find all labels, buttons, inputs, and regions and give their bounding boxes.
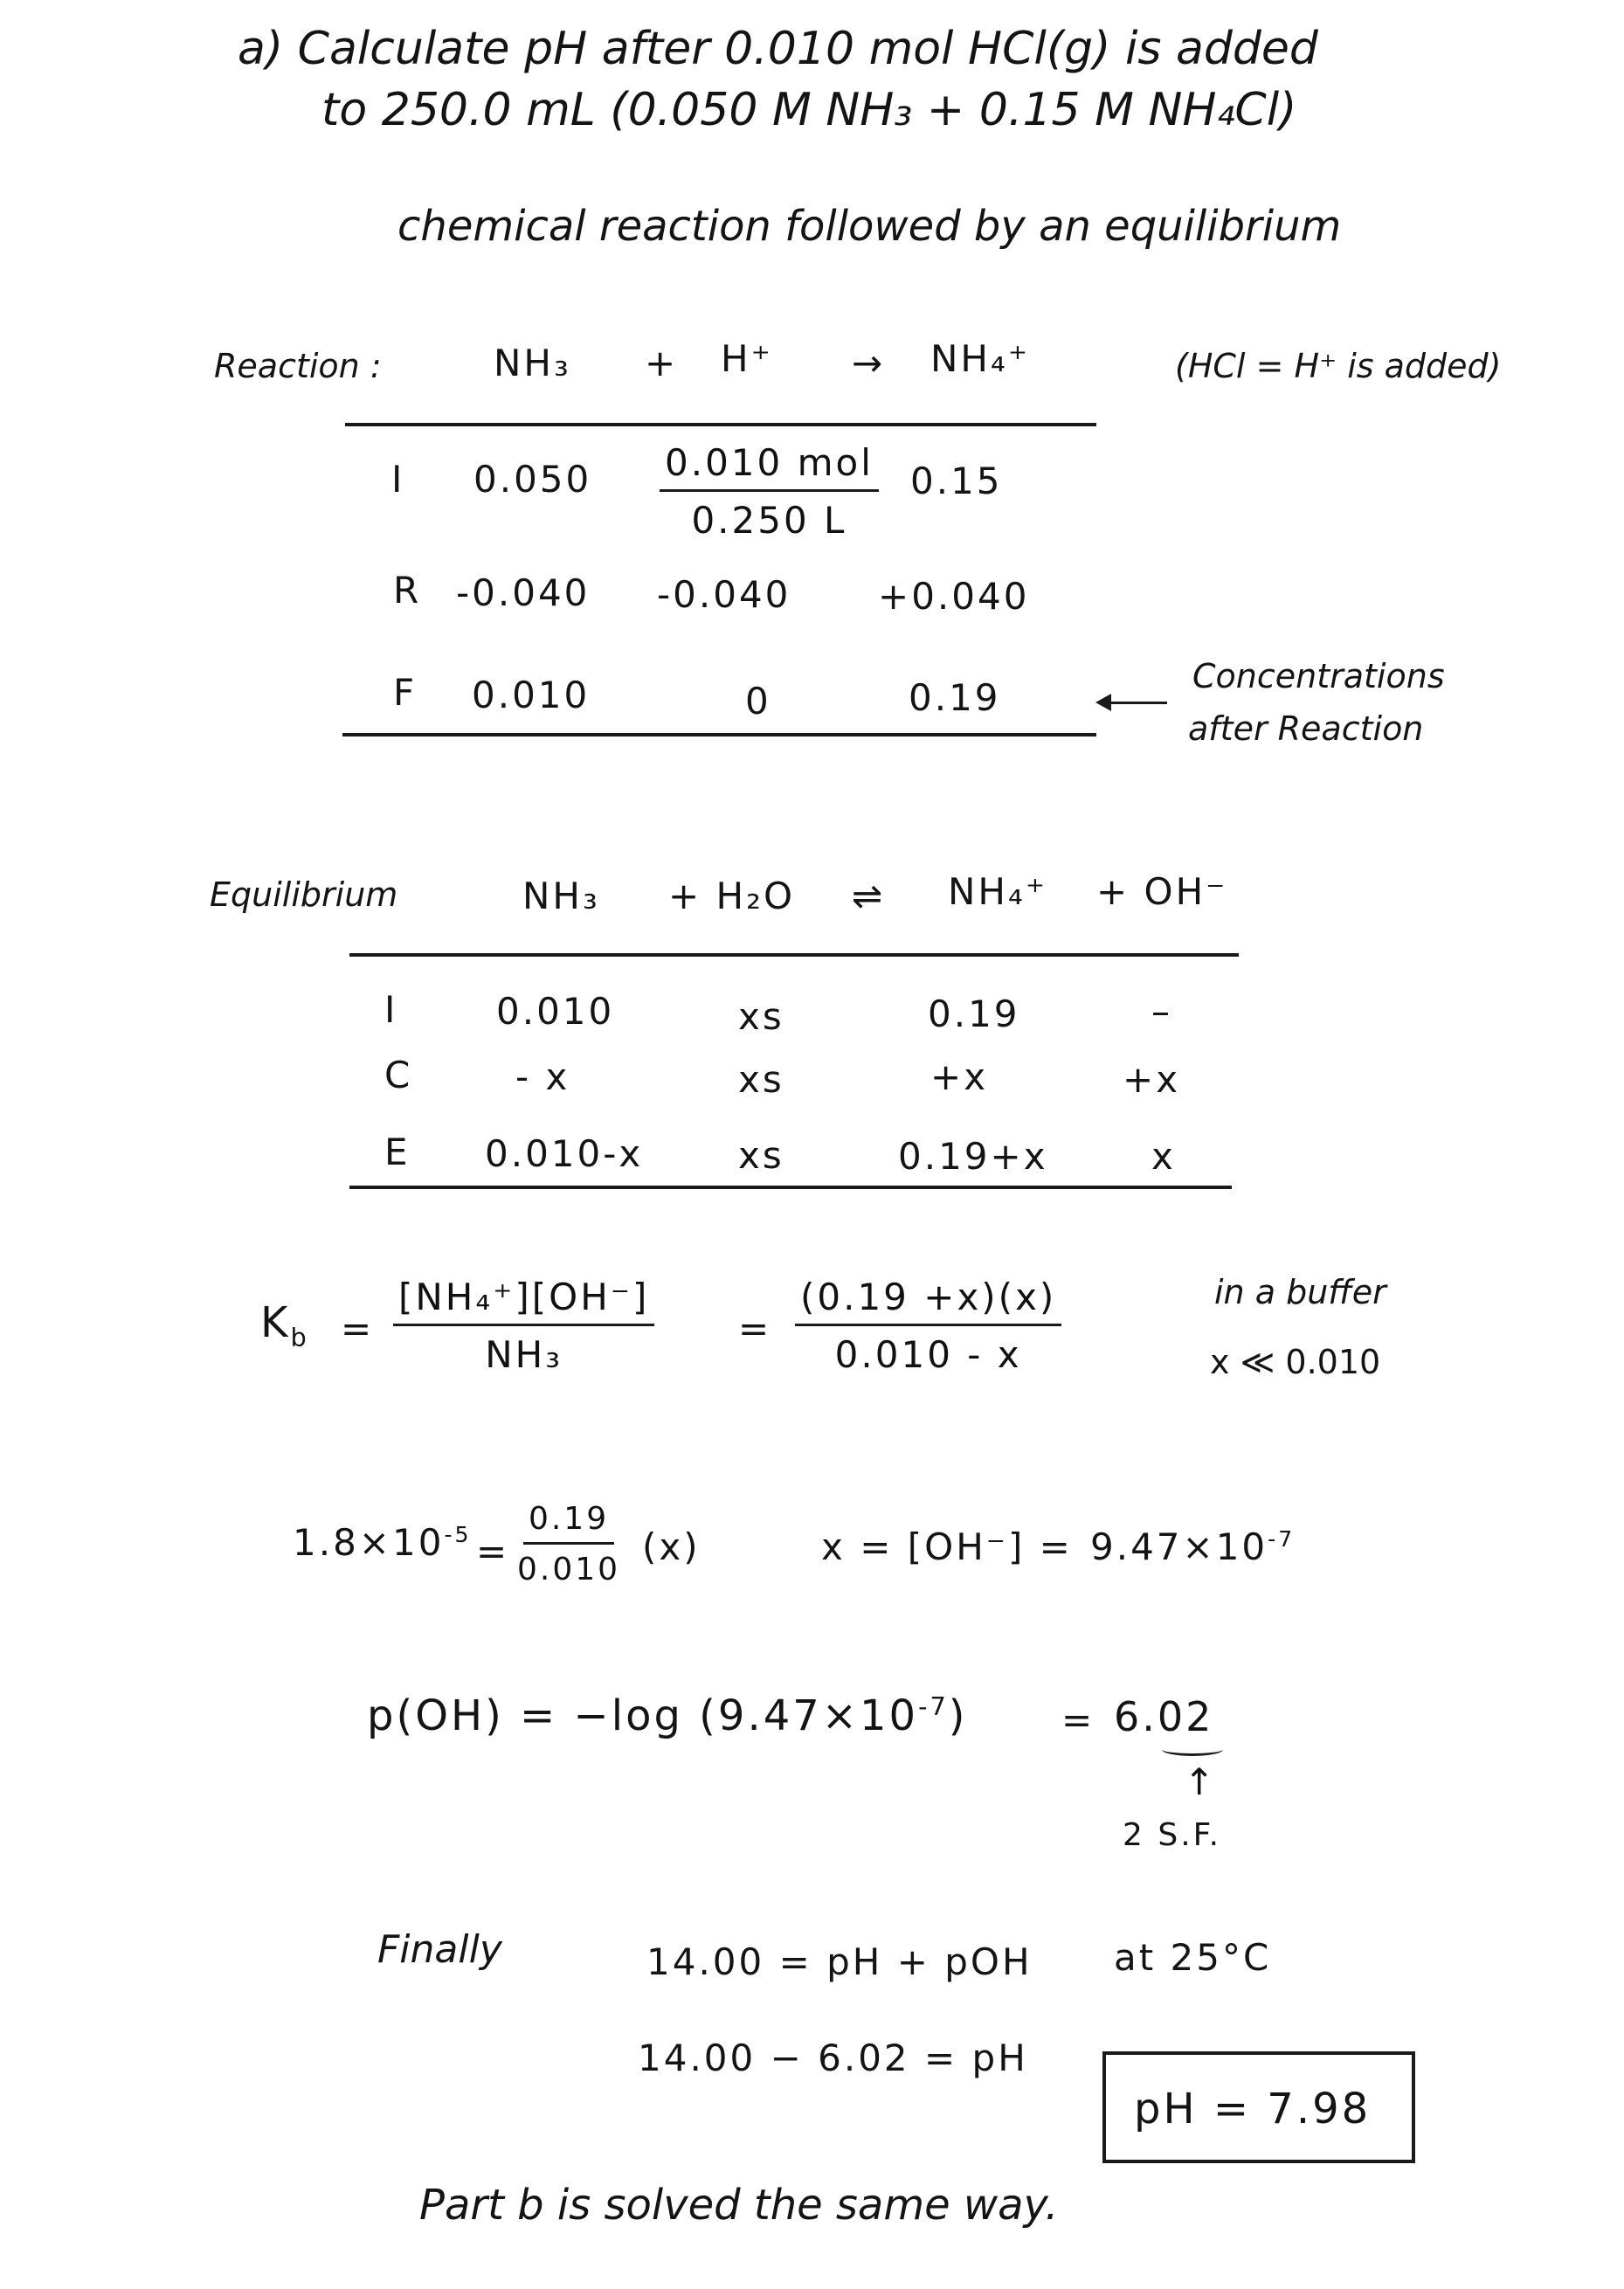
equilibrium-row-e-label: E <box>384 1131 411 1173</box>
equilibrium-species-nh4: NH₄⁺ <box>948 870 1048 913</box>
kb-equals-2: = <box>738 1307 772 1350</box>
equilibrium-arrow-icon: ⇌ <box>852 875 886 917</box>
reaction-row-f-h: 0 <box>745 680 771 723</box>
buffer-note-line-1: in a buffer <box>1214 1273 1386 1311</box>
kb-value: $1.8\times 10^{-5}$ <box>293 1521 472 1564</box>
fraction-numerator: (0.19 +x)(x) <box>795 1276 1061 1326</box>
oh-concentration-value: $9.47\times 10^{-7}$ <box>1090 1525 1296 1568</box>
problem-line-2: to 250.0 mL (0.050 M NH₃ + 0.15 M NH₄Cl) <box>321 84 1297 136</box>
poh-equals: = <box>1061 1698 1095 1741</box>
kb-fraction-2 <box>795 1276 1061 1376</box>
equilibrium-species-h2o: + H₂O <box>668 875 796 917</box>
buffer-note-line-2: x ≪ 0.010 <box>1210 1343 1381 1381</box>
equilibrium-table-bottom-rule <box>349 1186 1232 1189</box>
fraction-numerator: [NH₄⁺][OH⁻] <box>393 1276 654 1326</box>
answer-box <box>1102 2051 1415 2163</box>
equilibrium-row-i-oh: – <box>1151 990 1172 1033</box>
reaction-row-r-h: -0.040 <box>657 573 791 616</box>
reaction-row-i-nh3: 0.050 <box>473 458 592 501</box>
equilibrium-row-c-oh: +x <box>1123 1058 1181 1101</box>
subtitle: chemical reaction followed by an equilibrium <box>397 202 1342 251</box>
fraction-numerator: 0.010 mol <box>660 441 879 492</box>
annotation-line-2: after Reaction <box>1188 709 1424 748</box>
equilibrium-row-c-nh4: +x <box>930 1055 989 1098</box>
sig-fig-note: 2 S.F. <box>1123 1817 1222 1853</box>
equilibrium-row-c-label: C <box>384 1054 413 1096</box>
kb-solve-equals: = <box>476 1530 510 1573</box>
fraction-denominator: 0.010 <box>517 1552 621 1587</box>
poh-expression: p(OH) = −log $(9.47\times 10^{-7})$ <box>367 1691 968 1740</box>
reaction-species-nh3: NH₃ <box>494 342 571 384</box>
equilibrium-label: Equilibrium <box>210 875 398 914</box>
reaction-row-f-nh4: 0.19 <box>909 676 1001 719</box>
kb-fraction-1 <box>393 1276 654 1376</box>
temperature-note: at 25°C <box>1114 1936 1272 1979</box>
reaction-note: (HCl = H⁺ is added) <box>1175 347 1502 385</box>
reaction-row-r-nh3: -0.040 <box>456 571 591 614</box>
fraction-denominator: NH₃ <box>485 1333 563 1376</box>
annotation-line-1: Concentrations <box>1192 657 1445 695</box>
footer-note: Part b is solved the same way. <box>419 2181 1059 2230</box>
fraction-denominator: 0.010 - x <box>834 1333 1022 1376</box>
reaction-row-f-label: F <box>393 671 418 714</box>
reaction-table-top-rule <box>345 423 1096 426</box>
fraction-numerator: 0.19 <box>523 1501 614 1545</box>
equilibrium-row-c-h2o: xs <box>738 1058 784 1101</box>
fraction-denominator: 0.250 L <box>691 499 847 542</box>
equilibrium-row-e-oh: x <box>1151 1135 1176 1178</box>
equilibrium-row-i-nh4: 0.19 <box>928 992 1020 1035</box>
kb-solve-factor: (x) <box>642 1525 701 1568</box>
kb-solve-fraction <box>517 1501 620 1587</box>
reaction-species-plus: + <box>645 342 679 384</box>
reaction-arrow-icon: → <box>852 342 886 384</box>
reaction-row-f-nh3: 0.010 <box>472 674 591 716</box>
reaction-species-nh4: NH₄⁺ <box>930 337 1031 380</box>
reaction-row-r-nh4: +0.040 <box>878 575 1030 618</box>
kb-symbol: $K_b$ <box>260 1298 309 1352</box>
equilibrium-row-i-label: I <box>384 988 398 1031</box>
equilibrium-species-nh3: NH₃ <box>522 875 600 917</box>
up-arrow-icon: ↑ <box>1184 1760 1215 1803</box>
kb-equals-1: = <box>341 1307 375 1350</box>
reaction-species-h: H⁺ <box>721 337 773 380</box>
reaction-row-i-nh4: 0.15 <box>910 460 1003 502</box>
finally-label: Finally <box>377 1927 502 1972</box>
equilibrium-row-e-nh4: 0.19+x <box>898 1135 1048 1178</box>
problem-line-1: a) Calculate pH after 0.010 mol HCl(g) is added <box>238 23 1318 75</box>
sig-fig-brace <box>1162 1743 1223 1756</box>
reaction-label: Reaction : <box>214 347 382 385</box>
answer-text: pH = 7.98 <box>1134 2085 1372 2133</box>
ph-poh-relation: 14.00 = pH + pOH <box>646 1940 1033 1983</box>
poh-value: 6.02 <box>1114 1693 1214 1740</box>
equilibrium-row-i-nh3: 0.010 <box>496 990 615 1033</box>
equilibrium-row-i-h2o: xs <box>738 995 784 1038</box>
equilibrium-table-top-rule <box>349 953 1239 957</box>
equilibrium-row-e-h2o: xs <box>738 1134 784 1177</box>
equilibrium-species-oh: + OH⁻ <box>1096 870 1228 913</box>
reaction-row-i-label: I <box>391 458 405 501</box>
reaction-table-bottom-rule <box>342 733 1096 736</box>
equilibrium-row-c-nh3: - x <box>515 1055 570 1098</box>
reaction-row-i-h-fraction <box>660 441 879 542</box>
reaction-row-r-label: R <box>393 569 422 612</box>
equilibrium-row-e-nh3: 0.010-x <box>485 1132 644 1175</box>
left-arrow-icon <box>1099 702 1167 704</box>
ph-calculation: 14.00 − 6.02 = pH <box>638 2037 1028 2079</box>
oh-concentration-label: x = [OH⁻] = <box>821 1525 1073 1568</box>
